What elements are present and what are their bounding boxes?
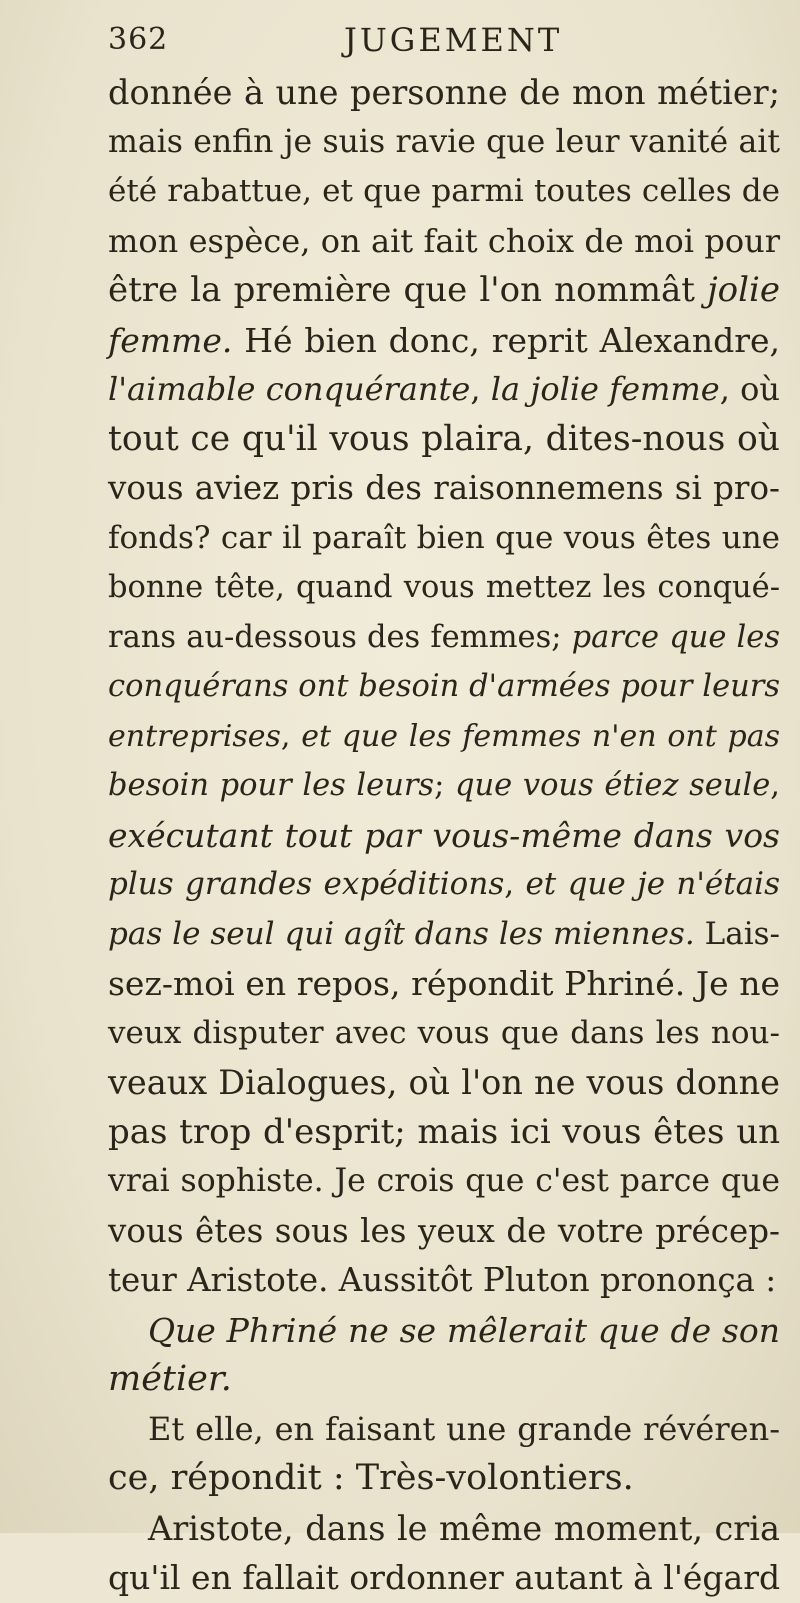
text-line — [108, 959, 780, 1009]
page-header — [108, 20, 760, 60]
roman-text: , — [470, 370, 491, 408]
text-line — [108, 761, 780, 811]
text-line — [108, 68, 780, 118]
roman-text: être la première que l'on nommât — [108, 270, 708, 310]
roman-text: Aristote, dans le même moment, cria — [148, 1508, 780, 1548]
text-line — [108, 613, 780, 663]
roman-text: vous êtes sous les yeux de votre précep- — [108, 1211, 780, 1250]
text-line — [108, 662, 780, 712]
text-line — [108, 118, 780, 168]
page-number: 362 — [108, 22, 169, 57]
roman-text: mon espèce, on ait fait choix de moi pour — [108, 221, 780, 260]
roman-text: , — [504, 866, 526, 902]
text-line — [108, 1207, 780, 1257]
text-line — [108, 217, 780, 267]
roman-text: vous aviez pris des raisonnemens si pro- — [108, 469, 780, 507]
text-line — [108, 1256, 780, 1306]
roman-text: mais enfin je suis ravie que leur vanité ait — [108, 123, 780, 160]
italic-text: que vous étiez seule — [455, 768, 771, 803]
text-line — [108, 266, 780, 316]
running-head: JUGEMENT — [344, 21, 563, 59]
roman-text: , où — [719, 370, 781, 408]
roman-text: ce, répondit : Très-volontiers. — [108, 1458, 634, 1498]
text-line — [108, 1108, 780, 1158]
text-line — [108, 1058, 780, 1108]
text-line — [108, 514, 780, 564]
text-line — [108, 1355, 780, 1405]
italic-text: et que les femmes n'en ont pas — [301, 718, 780, 754]
text-line — [108, 316, 780, 366]
text-line — [108, 811, 780, 861]
italic-text: exécutant tout par vous-même dans vos — [108, 815, 780, 855]
roman-text: pas trop d'esprit; mais ici vous êtes un — [108, 1111, 780, 1152]
text-line — [108, 1306, 780, 1356]
italic-text: la jolie femme — [490, 370, 720, 408]
text-line — [108, 563, 780, 613]
roman-text: qu'il en fallait ordonner autant à l'égard — [108, 1558, 781, 1597]
roman-text: veux disputer avec vous que dans les nou- — [108, 1014, 780, 1051]
italic-text: métier. — [108, 1359, 232, 1399]
italic-text: jolie — [707, 270, 780, 310]
roman-text: bonne tête, quand vous mettez les conqué- — [108, 570, 780, 605]
italic-text: femme. — [108, 320, 233, 360]
italic-text: pas le seul qui agît dans les miennes. — [108, 915, 695, 952]
text-line — [108, 910, 780, 960]
text-line — [108, 860, 780, 910]
roman-text: Hé bien donc, reprit Alexandre, — [232, 320, 780, 360]
italic-text: l'aimable conquérante — [108, 370, 471, 408]
text-line — [108, 712, 780, 762]
roman-text: rans au-dessous des femmes; — [108, 619, 572, 655]
roman-text: sez-moi en repos, répondit Phriné. Je ne — [108, 964, 780, 1003]
italic-text: plus grandes expéditions — [108, 866, 505, 902]
roman-text: veaux Dialogues, où l'on ne vous donne — [108, 1063, 780, 1102]
text-line — [108, 415, 780, 465]
text-line — [108, 1157, 780, 1207]
text-line — [108, 1553, 780, 1603]
roman-text: vrai sophiste. Je crois que c'est parce que — [108, 1163, 780, 1199]
text-line — [108, 1405, 780, 1455]
roman-text: , — [280, 718, 302, 754]
italic-text: besoin pour les leurs — [108, 768, 435, 803]
roman-text: fonds? car il paraît bien que vous êtes une — [108, 519, 780, 556]
text-line — [108, 167, 780, 217]
italic-text: Que Phriné ne se mêlerait que de son — [148, 1310, 780, 1350]
italic-text: parce que les — [571, 619, 780, 655]
roman-text: teur Aristote. Aussitôt Pluton prononça : — [108, 1261, 777, 1299]
roman-text: , — [770, 768, 780, 803]
text-line — [108, 1454, 780, 1504]
italic-text: entreprises — [108, 718, 281, 754]
roman-text: tout ce qu'il vous plaira, dites-nous où — [108, 418, 780, 459]
roman-text: Lais- — [694, 915, 780, 952]
text-line — [108, 1504, 780, 1554]
text-line — [108, 1009, 780, 1059]
roman-text: Et elle, en faisant une grande révéren- — [148, 1409, 780, 1448]
text-line — [108, 464, 780, 514]
roman-text: ; — [434, 768, 455, 803]
roman-text: donnée à une personne de mon métier; — [108, 73, 780, 112]
text-line — [108, 365, 780, 415]
roman-text: été rabattue, et que parmi toutes celles de — [108, 173, 780, 209]
body-text — [108, 68, 780, 1603]
italic-text: conquérans ont besoin d'armées pour leurs — [108, 669, 780, 704]
italic-text: et que je n'étais — [525, 866, 780, 902]
